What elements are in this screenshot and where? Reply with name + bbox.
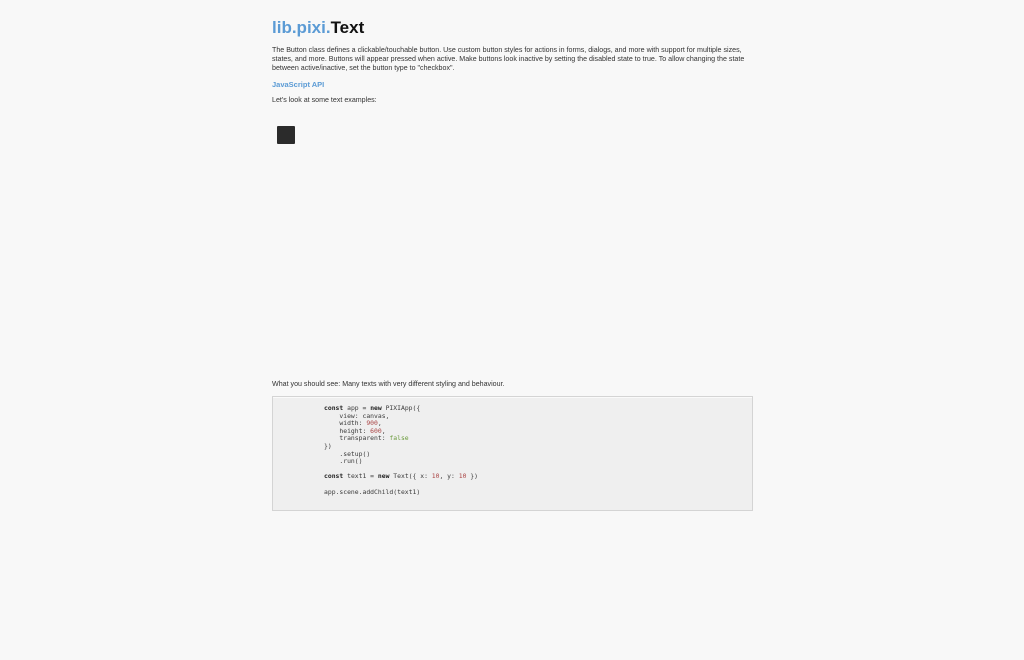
examples-intro-text: Let's look at some text examples: — [272, 96, 377, 104]
code-listing: const app = new PIXIApp({ view: canvas, width: 900, height: 600, transparent: false }) .setup() .run() const text1 = new Text({ x: 10, y: 10 }) app.scene.addChild(text1) — [324, 404, 478, 496]
code-example-block — [272, 396, 753, 511]
title-prefix: lib.pixi. — [272, 18, 331, 37]
intro-paragraph: The Button class defines a clickable/touchable button. Use custom button styles for actions in forms, dialogs, and more with support for multiple sizes, states, and more. Buttons will appear pressed when active. Make buttons look inactive by setting the disabled state to true. To allow changing the state between active/inactive, set the button type to "checkbox". — [272, 46, 745, 72]
javascript-api-link[interactable]: JavaScript API — [272, 80, 325, 89]
title-name: Text — [330, 18, 365, 37]
canvas-square-shape — [277, 126, 295, 144]
expected-result-text: What you should see: Many texts with very different styling and behaviour. — [272, 380, 505, 388]
page-title — [272, 18, 364, 38]
demo-canvas[interactable] — [272, 117, 753, 372]
